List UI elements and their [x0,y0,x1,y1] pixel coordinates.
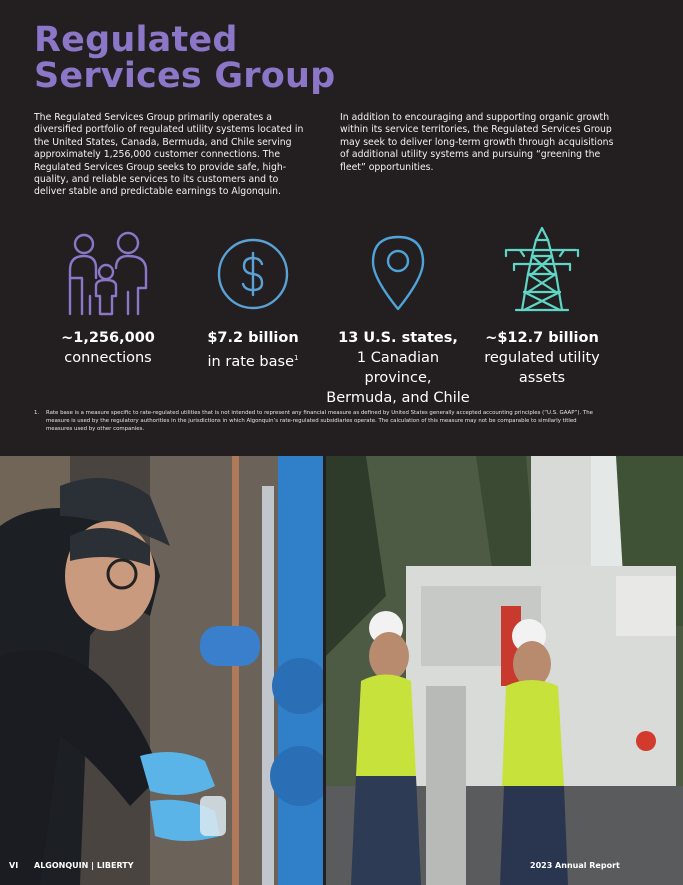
stat-rate-base [178,328,328,372]
footnote-number: 1. [34,410,40,416]
line-workers-illustration [326,456,683,885]
page-title [34,22,335,94]
stat-jurisdictions-line-2: 1 Canadian province, [356,350,440,386]
footnote-text: Rate base is a measure specific to rate-regulated utilities that is not intended to represent any financial measure as defined by United States generally accepted accounting principles (“U.S. GAAP”). The measure is used by the regulatory authorities in the jurisdictions in which Algonquin’s rate-regulated subsidiaries operate. The calculation of this measure may not be comparable to similarly titled measures used by other companies. [46,410,593,432]
stat-assets-line-2: regulated utility [484,350,600,366]
stat-jurisdictions [323,328,473,408]
stat-connections-value: ~1,256,000 [61,330,155,346]
family-icon [66,230,150,316]
footnote [34,409,594,433]
stat-assets-value: ~$12.7 billion [485,330,599,346]
intro-left-paragraph: The Regulated Services Group primarily operates a diversified portfolio of regulated utility systems located in the United States, Canada, Bermuda, and Chile serving approximately 1,256,000 customer connections. The Regulated Services Group seeks to provide safe, high-quality, and reliable services to its customers and to deliver stable and predictable earnings to Algonquin. [34,112,304,198]
stat-connections [33,328,183,368]
power-tower-icon [502,226,582,314]
footer-report-title: 2023 Annual Report [530,861,620,870]
footer-page-number: VI [9,861,19,870]
footer-brand: ALGONQUIN | LIBERTY [34,861,134,870]
title-line-1: Regulated [34,20,238,60]
intro-right-paragraph: In addition to encouraging and supporting organic growth within its service territories, the Regulated Services Group may seek to deliver long-term growth through acquisitions of additional utility systems and pursuing “greening the fleet” opportunities. [340,112,614,173]
stat-jurisdictions-value: 13 U.S. states, [338,330,458,346]
dollar-circle-icon [216,237,290,311]
technician-illustration [0,456,323,885]
photo-line-workers [326,456,683,885]
location-pin-icon [370,234,426,312]
stat-jurisdictions-line-3: Bermuda, and Chile [326,390,470,406]
stat-rate-base-value: $7.2 billion [207,330,299,346]
stat-assets [467,328,617,388]
stat-assets-line-3: assets [518,370,566,386]
footnote-ref: 1 [294,354,299,362]
title-line-2: Services Group [34,56,336,96]
stat-connections-label: connections [64,350,152,366]
stat-rate-base-label: in rate base [207,354,294,370]
photo-water-technician [0,456,323,885]
